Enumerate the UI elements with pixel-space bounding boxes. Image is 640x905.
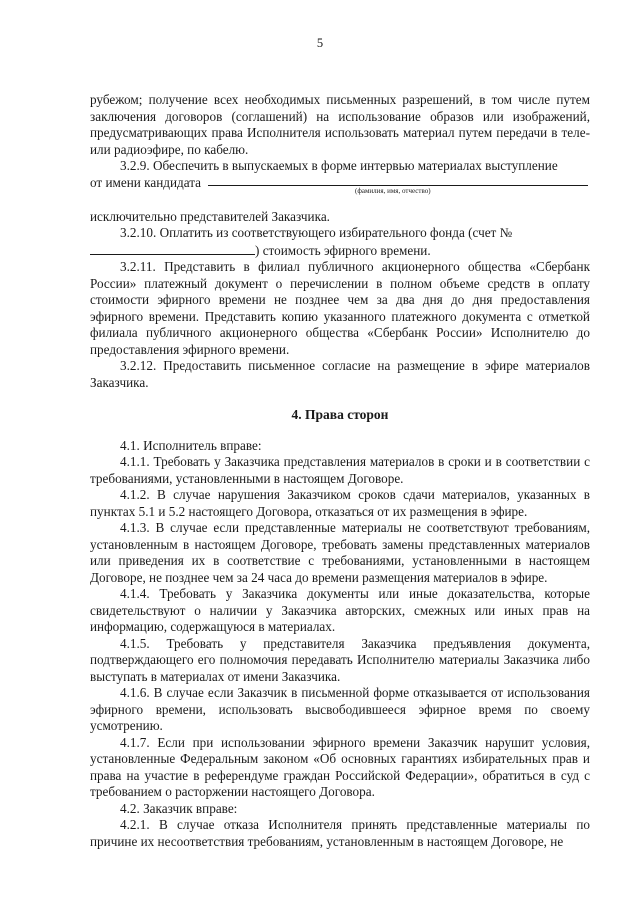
paragraph-4-1-1: 4.1.1. Требовать у Заказчика представления материалов в сроки и в соответствии с требованиями, установленными в настоящем Договоре.	[90, 454, 590, 486]
candidate-name-caption: (фамилия, имя, отчество)	[355, 186, 431, 195]
paragraph-4-2: 4.2. Заказчик вправе:	[120, 800, 238, 816]
paragraph-4-1-3: 4.1.3. В случае если представленные материалы не соответствуют требованиям, установленным в настоящем Договоре, требовать замены представленных материалов или приведения их в соответствие с требованиями, установленными в настоящем Договоре, не позднее чем за 24 часа до времени размещения материалов в эфире.	[90, 520, 590, 585]
candidate-name-prefix: от имени кандидата	[90, 174, 202, 190]
candidate-name-blank-line	[208, 185, 588, 186]
document-body	[90, 92, 590, 850]
paragraph-4-1-2: 4.1.2. В случае нарушения Заказчиком сроков сдачи материалов, указанных в пунктах 5.1 и 5.2 настоящего Договора, отказаться от их размещения в эфире.	[90, 487, 590, 519]
paragraph-4-1: 4.1. Исполнитель вправе:	[120, 437, 262, 453]
paragraph-4-1-7: 4.1.7. Если при использовании эфирного времени Заказчик нарушит условия, установленные Федеральным законом «Об основных гарантиях избирательных прав и права на участие в референдуме граждан Российской Федерации», обратиться в суд с требованием о расторжении настоящего Договора.	[90, 734, 590, 799]
paragraph-3-2-10-start: 3.2.10. Оплатить из соответствующего избирательного фонда (счет №	[120, 225, 513, 240]
paragraph-3-2-9: 3.2.9. Обеспечить в выпускаемых в форме интервью материалах выступление	[120, 158, 558, 173]
page-number: 5	[316, 36, 324, 50]
paragraph-3-2-10-end: ) стоимость эфирного времени.	[255, 242, 431, 258]
account-number-blank-line	[90, 242, 255, 255]
paragraph-continuation: рубежом; получение всех необходимых письменных разрешений, в том числе путем заключения договоров (соглашений) на использование образов или изображений, предусматривающих права Исполнителя использовать материал путем передачи в теле- или радиоэфире, по кабелю.	[90, 92, 590, 157]
paragraph-4-1-6: 4.1.6. В случае если Заказчик в письменной форме отказывается от использования эфирного времени, использовать высвободившееся эфирное время по своему усмотрению.	[90, 685, 590, 733]
candidate-name-field	[90, 175, 590, 209]
paragraph-4-2-1: 4.2.1. В случае отказа Исполнителя принять представленные материалы по причине их несоответствия требованиям, установленным в настоящем Договоре, не	[90, 817, 590, 849]
paragraph-3-2-10	[90, 225, 590, 242]
section-title: 4. Права сторон	[291, 407, 389, 422]
paragraph-3-2-11: 3.2.11. Представить в филиал публичного акционерного общества «Сбербанк России» платежный документ о перечислении в полном объеме средств в оплату стоимости эфирного времени не позднее чем за два дня до дня предоставления эфирного времени. Представить копию указанного платежного документа с отметкой филиала публичного акционерного общества «Сбербанк России» Исполнителю до предоставления эфирного времени.	[90, 259, 590, 357]
paragraph-4-1-5: 4.1.5. Требовать у представителя Заказчика предъявления документа, подтверждающего его полномочия передавать Исполнителю материалы Заказчика либо выступать в материалах от имени Заказчика.	[90, 635, 590, 684]
paragraph-3-2-10-account	[90, 242, 590, 260]
paragraph-3-2-9-end: исключительно представителей Заказчика.	[90, 208, 330, 224]
paragraph-4-1-4: 4.1.4. Требовать у Заказчика документы или иные доказательства, которые свидетельствуют о наличии у Заказчика авторских, смежных или иных прав на информацию, содержащуюся в материалах.	[90, 586, 590, 634]
paragraph-3-2-12: 3.2.12. Предоставить письменное согласие на размещение в эфире материалов Заказчика.	[90, 358, 590, 390]
